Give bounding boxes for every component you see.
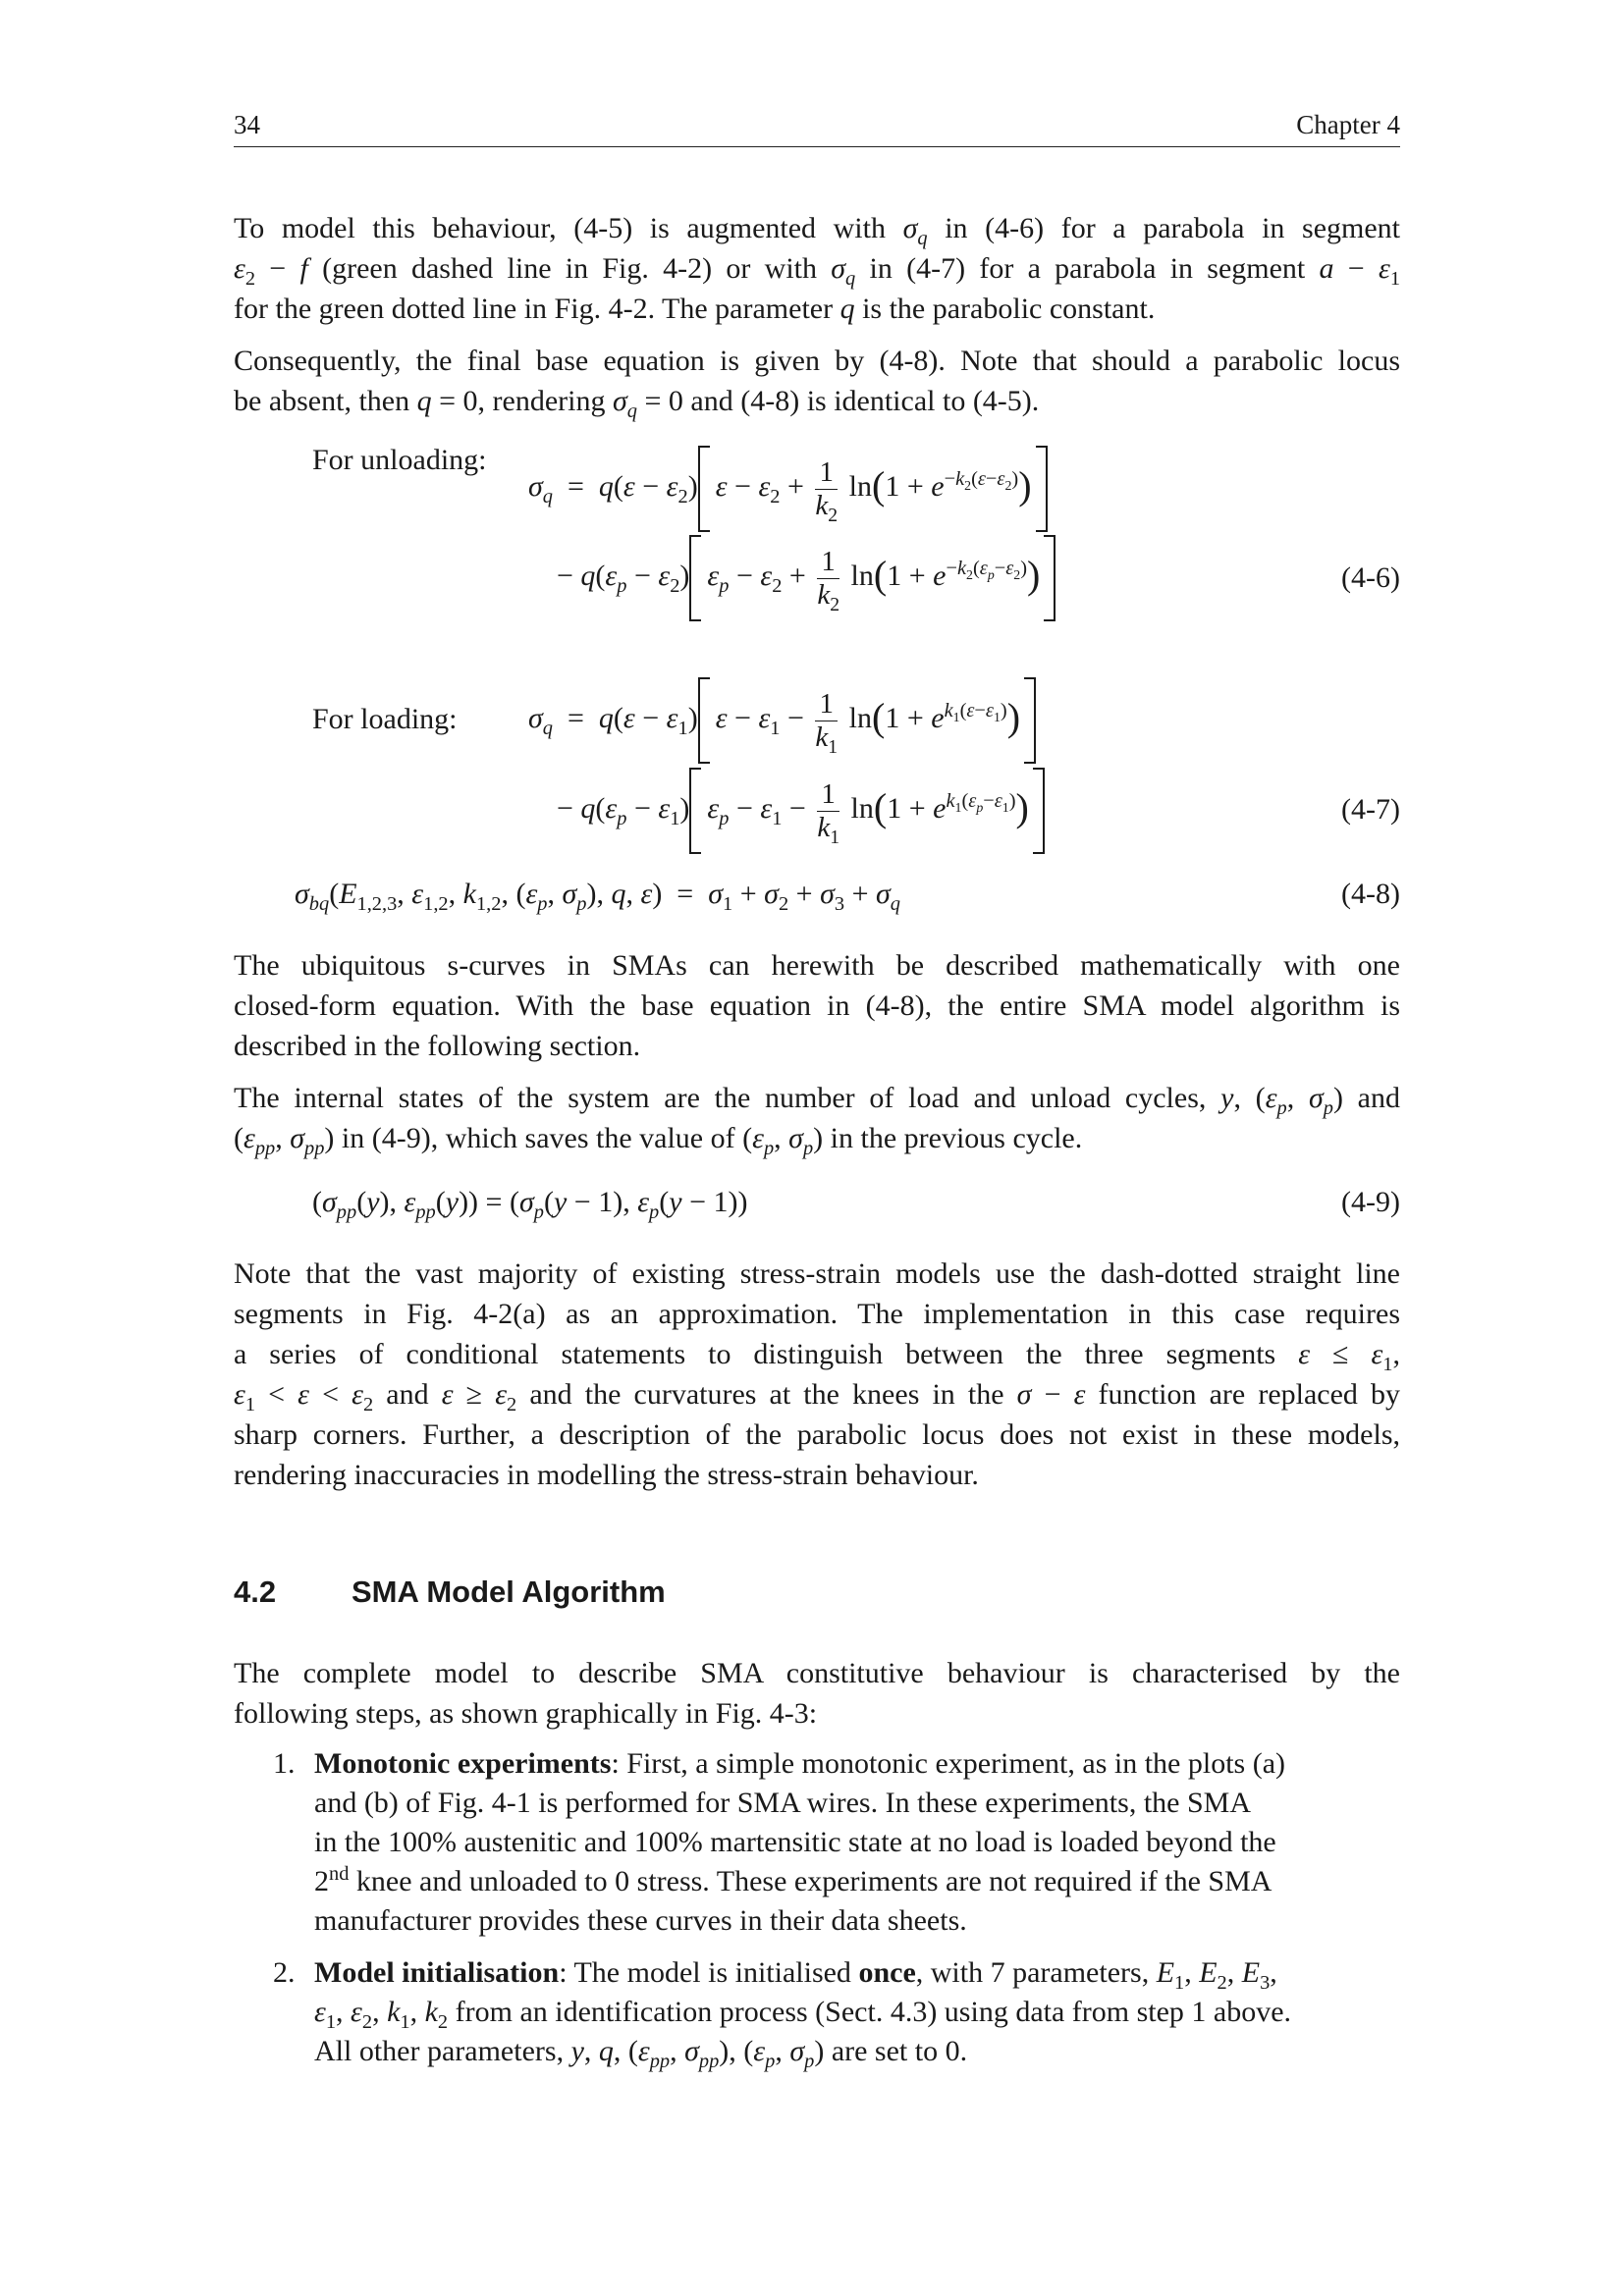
equation-4-6-line-1: $\sigma_q = q(\varepsilon - \varepsilon_2) \varepsilon - \varepsilon_2$ + $\frac{1}{k_2}$ $\ln(1 + e^{-k_2(\varepsilon-\varepsilon_2)})$ [528, 446, 1048, 532]
list-item: 2. Model initialisation: The model is initialised once, with 7 parameters, $E_1$, $E_2$, $E_3$, $\varepsilon_1$, $\varepsilon_2$, $k_1$, $k_2$ from an identification process (Sect. 4.3) using data from step 1 above. All other parameters, y, q, ($\varepsilon_{pp}$, $\sigma_{pp}$), ($\varepsilon_p$, $\sigma_p$) are set to 0. [273, 1956, 1292, 2072]
section-heading [234, 1575, 666, 1610]
equation-number-4-8: (4-8) [1341, 878, 1400, 910]
equation-4-6-label: For unloading: [312, 444, 487, 476]
paragraph-final-base-equation: Consequently, the final base equation is given by (4-8). Note that should a parabolic locus be absent, then q = 0, rendering $\sigma_q = 0$ and (4-8) is identical to (4-5). [234, 345, 1400, 422]
paragraph-model-steps-intro: The complete model to describe SMA constitutive behaviour is characterised by the following steps, as shown graphically in Fig. 4-3: [234, 1657, 1400, 1730]
paragraph-existing-models: Note that the vast majority of existing stress-strain models use the dash-dotted straight line segments in Fig. 4-2(a) as an approximation. The implementation in this case requires a series of conditional statements to distinguish between the three segments $\varepsilon \le \varepsilon_1$, $\varepsilon_1 < \varepsilon < \varepsilon_2$ and $\varepsilon \ge \varepsilon_2$ and the curvatures at the knees in the σ − ε function are replaced by sharp corners. Further, a description of the parabolic locus does not exist in these models, rendering inaccuracies in modelling the stress-strain behaviour. [234, 1257, 1401, 1491]
equation-4-9: ($\sigma_{pp}(y)$, $\varepsilon_{pp}(y)) = (\sigma_p(y - 1)$, $\varepsilon_p(y - 1)$) [312, 1186, 748, 1223]
page-number: 34 [234, 110, 260, 139]
equation-4-8: $\sigma_{bq}(E_{1,2,3}$, $\varepsilon_{1,2}$, $k_{1,2}$, ($\varepsilon_p$, $\sigma_p$), q, $\varepsilon) = \sigma_1 + \sigma_2 + \sigma_3 + \sigma_q$ [295, 878, 900, 915]
section-number: 4.2 [234, 1575, 277, 1609]
paragraph-augmentation: To model this behaviour, (4-5) is augmented with $\sigma_q$ in (4-6) for a parabola in segment $\varepsilon_2 - f$ (green dashed line in Fig. 4-2) or with $\sigma_q$ in (4-7) for a parabola in segment $a - \varepsilon_1$ for the green dotted line in Fig. 4-2. The parameter q is the parabolic constant. [234, 212, 1401, 325]
section-title: SMA Model Algorithm [352, 1575, 666, 1609]
header-rule [234, 146, 1400, 147]
equation-4-7-line-2: − $q(\varepsilon_p - \varepsilon_1) \varepsilon_p - \varepsilon_1$ − $\frac{1}{k_1}$ $\ln(1 + e^{k_1(\varepsilon_p-\varepsilon_1)})$ [557, 768, 1045, 854]
equation-number-4-7: (4-7) [1341, 793, 1400, 826]
paragraph-internal-states: The internal states of the system are the number of load and unload cycles, y, ($\varepsilon_p$, $\sigma_p$) and ($\varepsilon_{pp}$, $\sigma_{pp}$) in (4-9), which saves the value of ($\varepsilon_p$, $\sigma_p$) in the previous cycle. [234, 1082, 1401, 1159]
equation-number-4-9: (4-9) [1341, 1186, 1400, 1218]
list-item: 1. Monotonic experiments: First, a simple monotonic experiment, as in the plots (a) and (b) of Fig. 4-1 is performed for SMA wires. In these experiments, the SMA in the 100% austenitic and 100% martensitic state at no load is loaded beyond the 2nd knee and unloaded to 0 stress. These experiments are not required if the SMA manufacturer provides these curves in their data sheets. [273, 1747, 1285, 1937]
steps-list [273, 1744, 1402, 2071]
equation-4-7-label: For loading: [312, 703, 458, 735]
paragraph-s-curves: The ubiquitous s-curves in SMAs can herewith be described mathematically with one closed-form equation. With the base equation in (4-8), the entire SMA model algorithm is described in the following section. [234, 949, 1400, 1062]
equation-number-4-6: (4-6) [1341, 561, 1400, 594]
equation-4-7-line-1: $\sigma_q = q(\varepsilon - \varepsilon_1) \varepsilon - \varepsilon_1$ − $\frac{1}{k_1}$ $\ln(1 + e^{k_1(\varepsilon-\varepsilon_1)})$ [528, 677, 1036, 764]
equation-4-6-line-2: − $q(\varepsilon_p - \varepsilon_2) \varepsilon_p - \varepsilon_2$ + $\frac{1}{k_2}$ $\ln(1 + e^{-k_2(\varepsilon_p-\varepsilon_2)})$ [557, 535, 1056, 621]
running-header-chapter: Chapter 4 [1296, 110, 1400, 139]
